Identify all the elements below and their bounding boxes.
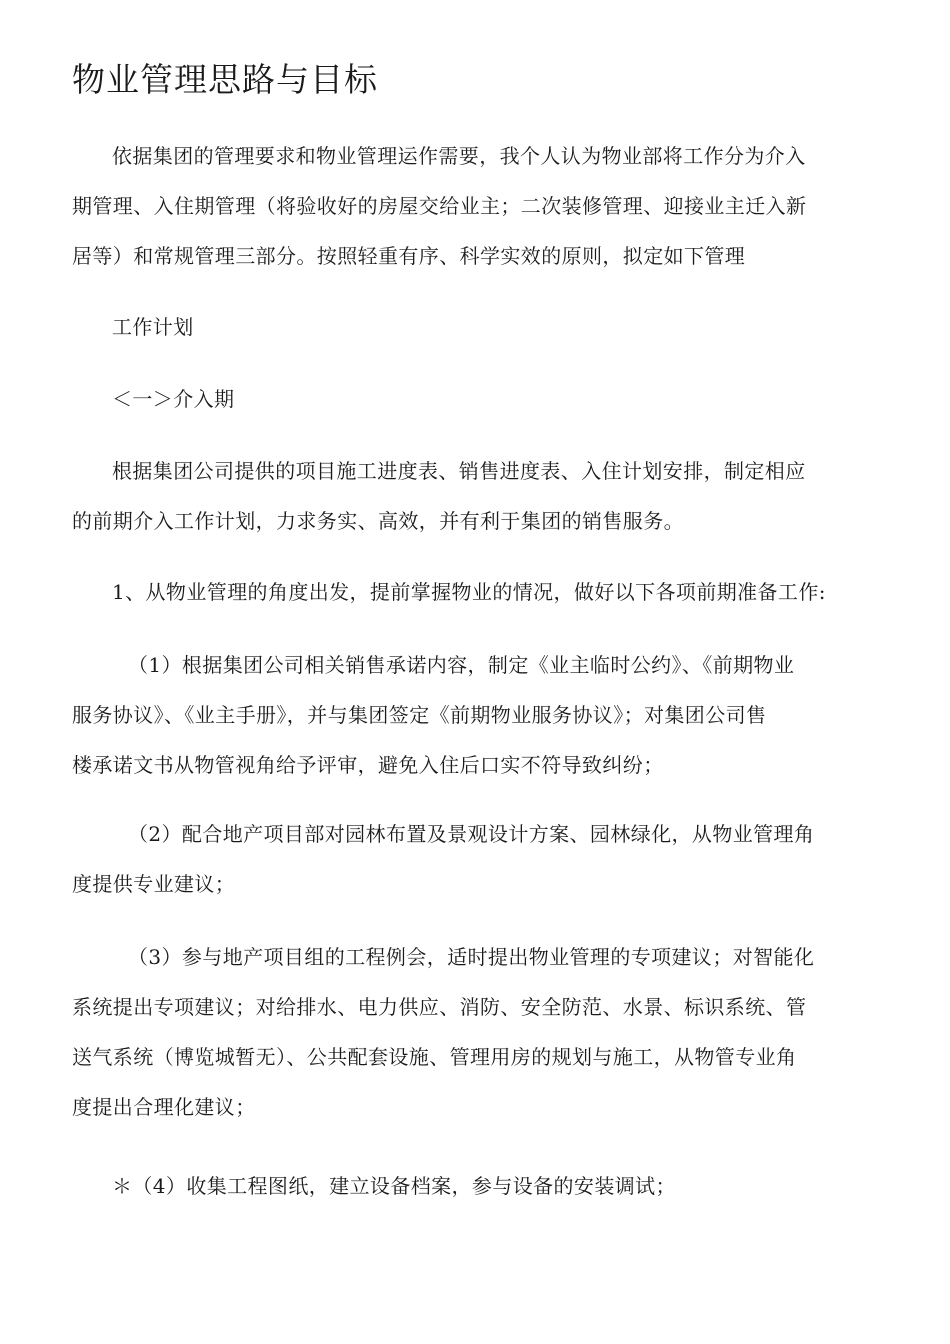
text-line: ＊（4）收集工程图纸，建立设备档案，参与设备的安装调试； <box>112 1174 676 1198</box>
item-1-3-paragraph <box>72 932 882 1132</box>
text-line: 根据集团公司提供的项目施工进度表、销售进度表、入住计划安排，制定相应 <box>112 459 806 483</box>
intro-paragraph <box>72 131 882 281</box>
text-line: 度提出合理化建议； <box>72 1095 256 1119</box>
item-1-paragraph <box>72 567 882 617</box>
item-1-2-paragraph <box>72 809 882 909</box>
section-one-paragraph <box>72 446 882 546</box>
text-line: 1、从物业管理的角度出发，提前掌握物业的情况，做好以下各项前期准备工作: <box>112 580 826 604</box>
text-line: （2）配合地产项目部对园林布置及景观设计方案、园林绿化，从物业管理角 <box>128 822 815 846</box>
section-one-heading <box>72 374 882 424</box>
item-1-1-paragraph <box>72 640 882 790</box>
text-line: ＜一＞介入期 <box>112 387 235 411</box>
text-line: 居等）和常规管理三部分。按照轻重有序、科学实效的原则，拟定如下管理 <box>72 244 746 268</box>
text-line: 期管理、入住期管理（将验收好的房屋交给业主；二次装修管理、迎接业主迁入新 <box>72 194 807 218</box>
text-line: 服务协议》、《业主手册》，并与集团签定《前期物业服务协议》；对集团公司售 <box>72 703 767 727</box>
text-line: （1）根据集团公司相关销售承诺内容，制定《业主临时公约》、《前期物业 <box>128 653 795 677</box>
text-line: 楼承诺文书从物管视角给予评审，避免入住后口实不符导致纠纷； <box>72 753 664 777</box>
text-line: 系统提出专项建议；对给排水、电力供应、消防、安全防范、水景、标识系统、管 <box>72 995 807 1019</box>
text-line: （3）参与地产项目组的工程例会，适时提出物业管理的专项建议；对智能化 <box>128 945 815 969</box>
text-line: 度提供专业建议； <box>72 872 236 896</box>
item-1-4-paragraph <box>72 1161 882 1211</box>
text-line: 送气系统（博览城暂无）、公共配套设施、管理用房的规划与施工，从物管专业角 <box>72 1045 797 1069</box>
text-line: 依据集团的管理要求和物业管理运作需要，我个人认为物业部将工作分为介入 <box>112 144 806 168</box>
work-plan-heading <box>72 302 882 352</box>
text-line: 工作计划 <box>112 315 194 339</box>
text-line: 的前期介入工作计划，力求务实、高效，并有利于集团的销售服务。 <box>72 509 684 533</box>
page-title: 物业管理思路与目标 <box>72 60 378 99</box>
